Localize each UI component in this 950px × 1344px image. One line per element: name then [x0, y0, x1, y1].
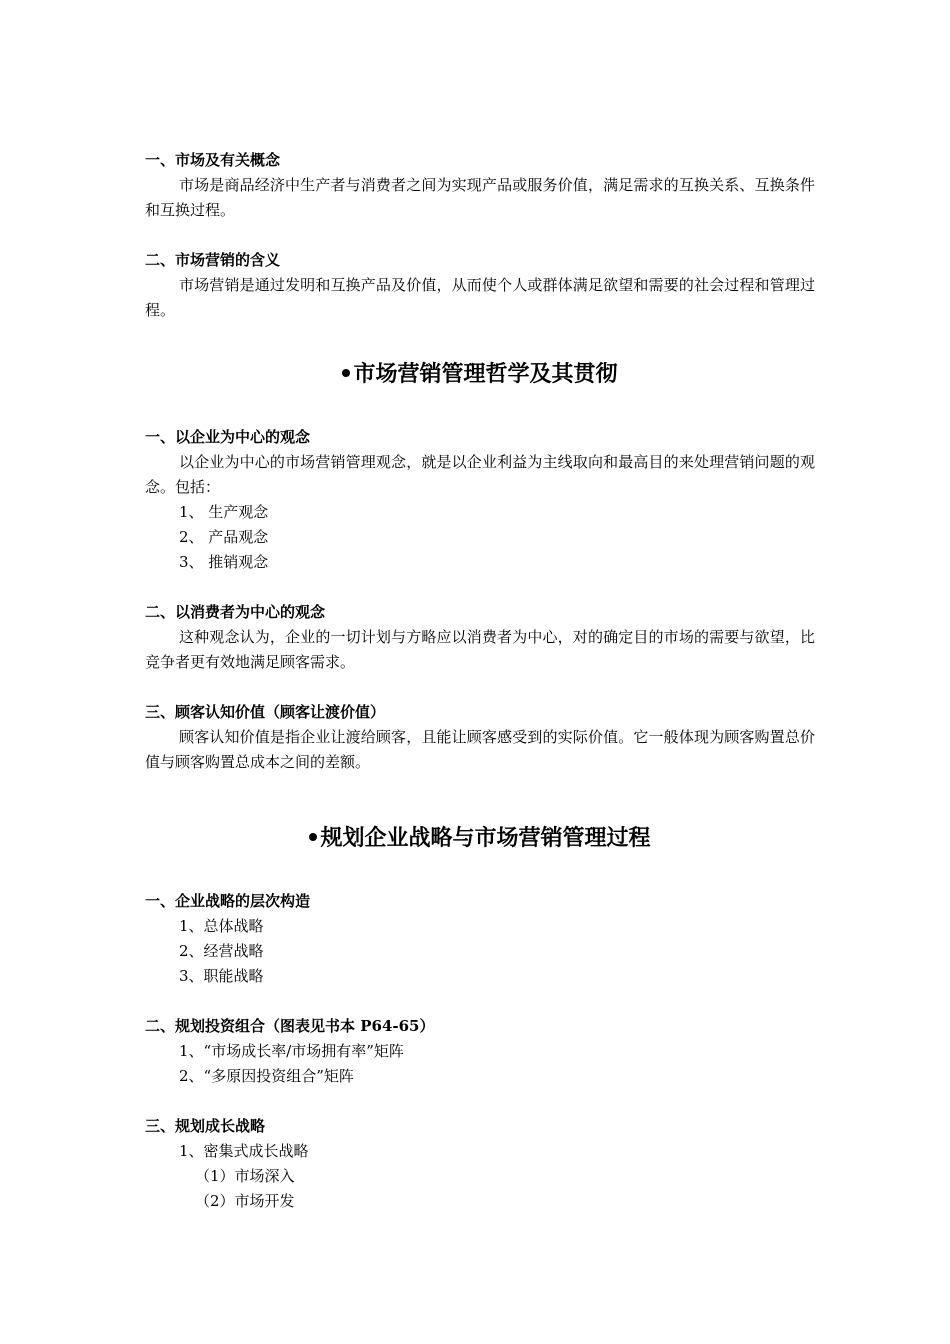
list-item: 3、职能战略 — [179, 967, 264, 985]
section-heading-investment-portfolio: 二、规划投资组合（图表见书本 P64-65） — [145, 1017, 435, 1035]
section-heading-consumer-centered: 二、以消费者为中心的观念 — [145, 603, 326, 621]
bullet-icon — [342, 369, 350, 377]
spacer — [145, 223, 815, 248]
list-item: 2、“多原因投资组合”矩阵 — [179, 1067, 354, 1085]
chapter-title-text: 规划企业战略与市场营销管理过程 — [320, 825, 651, 851]
chapter-title-text: 市场营销管理哲学及其贯彻 — [353, 361, 618, 387]
paragraph-enterprise-centered: 以企业为中心的市场营销管理观念，就是以企业利益为主线取向和最高目的来处理营销问题的观念。包括： — [145, 453, 815, 496]
spacer — [145, 575, 815, 600]
paragraph-marketing-definition: 市场营销是通过发明和互换产品及价值，从而使个人或群体满足欲望和需要的社会过程和管理过程。 — [145, 276, 815, 319]
list-item: 1、“市场成长率/市场拥有率”矩阵 — [179, 1042, 404, 1060]
spacer — [145, 989, 815, 1014]
sub-list-item: （2）市场开发 — [195, 1192, 295, 1210]
list-item: 3、 推销观念 — [179, 553, 269, 571]
list-item: 1、 生产观念 — [179, 503, 269, 521]
paragraph-consumer-centered: 这种观念认为，企业的一切计划与方略应以消费者为中心，对的确定目的市场的需要与欲望，比竞争者更有效地满足顾客需求。 — [145, 628, 815, 671]
list-item: 2、 产品观念 — [179, 528, 269, 546]
chapter-title-marketing-philosophy — [145, 359, 815, 389]
list-item: 2、经营战略 — [179, 942, 264, 960]
bullet-icon — [309, 833, 317, 841]
spacer — [145, 1089, 815, 1114]
section-heading-strategy-levels: 一、企业战略的层次构造 — [145, 892, 311, 910]
chapter-title-strategy-planning — [145, 823, 815, 853]
sub-list-item: （1）市场深入 — [195, 1167, 295, 1185]
list-item: 1、密集式成长战略 — [179, 1142, 309, 1160]
section-heading-marketing-meaning: 二、市场营销的含义 — [145, 251, 281, 269]
document-page — [145, 148, 815, 1214]
section-heading-market-concepts: 一、市场及有关概念 — [145, 151, 281, 169]
list-item: 1、总体战略 — [179, 917, 264, 935]
section-heading-customer-value: 三、顾客认知价值（顾客让渡价值） — [145, 703, 386, 721]
section-heading-growth-strategy: 三、规划成长战略 — [145, 1117, 266, 1135]
section-heading-enterprise-centered: 一、以企业为中心的观念 — [145, 428, 311, 446]
paragraph-market-definition: 市场是商品经济中生产者与消费者之间为实现产品或服务价值，满足需求的互换关系、互换条件和互换过程。 — [145, 176, 815, 219]
spacer — [145, 675, 815, 700]
paragraph-customer-value: 顾客认知价值是指企业让渡给顾客，且能让顾客感受到的实际价值。它一般体现为顾客购置总价值与顾客购置总成本之间的差额。 — [145, 728, 815, 771]
